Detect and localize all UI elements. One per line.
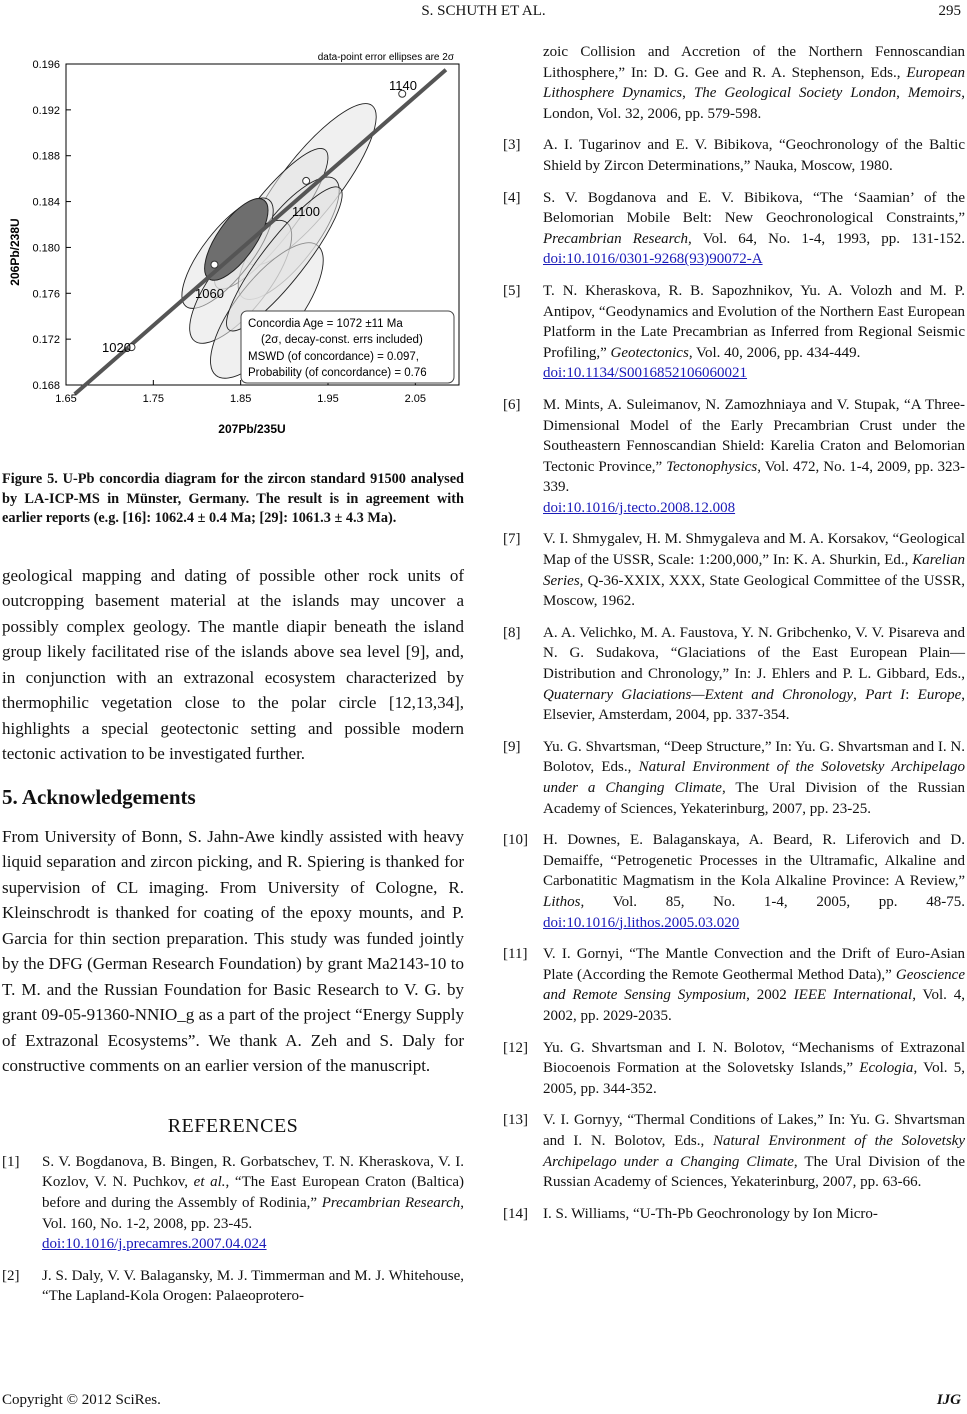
ref-text: V. I. Gornyi, “The Mantle Convection and the Drift of Euro-Asian Plate (According the Remote Geothermal Method Data),” xyxy=(543,946,965,983)
reference-13 xyxy=(503,1110,965,1192)
y-axis-label: 206Pb/238U xyxy=(8,218,22,286)
page-header xyxy=(0,0,967,22)
reference-number: [7] xyxy=(503,531,521,548)
ref-text: , Vol. 64, No. 1-4, 1993, pp. 131-152. xyxy=(688,230,965,247)
ref-text: Natural Environment of the Solovetsky Archipelago under a Changing Climate xyxy=(543,759,965,796)
ref-text: : xyxy=(905,686,918,703)
y-tick-label: 0.184 xyxy=(32,196,60,209)
ref-text: , xyxy=(896,85,908,102)
probability-text: Probability (of concordance) = 0.76 xyxy=(248,367,427,379)
ref-text: , Q-36-XXIX, XXX, State Geological Committee of the USSR, Moscow, 1962. xyxy=(543,572,965,610)
reference-12 xyxy=(503,1038,965,1100)
ref-text: I. S. Williams, “U-Th-Pb Geochronology by Ion Micro- xyxy=(543,1205,878,1222)
ref-text: Natural Environment of the Solovetsky Archipelago under a Changing Climate xyxy=(543,1132,965,1170)
ref-text: V. I. Shmygalev, H. M. Shmygaleva and M. A. Korsakov, “Geological Map of the USSR, Scale: 1:200,000,” In: K. A. Shurkin, Ed., xyxy=(543,531,965,569)
ref-text: Karelian Series xyxy=(543,552,965,589)
ref-text: S. V. Bogdanova and E. V. Bibikova, “The ‘Saamian’ of the Belomorian Mobile Belt: New Geochronological Constraints,” xyxy=(543,189,965,227)
page-footer xyxy=(0,1392,967,1412)
reference-5 xyxy=(503,281,965,384)
figure-5 xyxy=(2,40,464,450)
running-head-authors: S. SCHUTH ET AL. xyxy=(421,3,546,19)
ref-text: , Vol. 472, No. 1-4, 2009, pp. 323-339. xyxy=(543,458,965,496)
doi-link[interactable]: doi:10.1016/0301-9268(93)90072-A xyxy=(543,251,763,268)
y-axis xyxy=(32,59,71,392)
ref-text: , The Ural Division of the Russian Academy of Sciences, Yekaterinburg, 2007, pp. 63-66. xyxy=(543,1153,965,1191)
ref-text: Precambrian Research xyxy=(543,230,689,247)
ref-text: V. I. Gornyy, “Thermal Conditions of Lakes,” In: Yu. G. Shvartsman and I. N. Bolotov, Eds., xyxy=(543,1112,965,1149)
y-tick-label: 0.172 xyxy=(32,334,60,347)
ref-text: A. A. Velichko, M. A. Faustova, Y. N. Gribchenko, V. V. Pisareva and N. G. Sudakova, “Glaciations of the East European Plain—Distribution and Chronology,” In: J. Ehlers and P. L. Gibbard, Eds., xyxy=(543,624,965,683)
age-label-1100: 1100 xyxy=(292,204,320,219)
reference-3 xyxy=(503,135,965,176)
y-tick-label: 0.188 xyxy=(32,150,60,163)
age-label-1060: 1060 xyxy=(195,286,224,301)
discussion-paragraph: geological mapping and dating of possible other rock units of outcropping basement material at the islands may uncover a possibly complex geology. The mantle diapir beneath the island group likely facilitated rise of the islands above sea level [9], and, in conjunction with an extrazonal ecosystem characterized by thermophilic vegetation close to the polar circle [12,13,34], highlights a special geotectonic setting and possible modern tectonic activation to be investigated further. xyxy=(2,565,464,764)
page-number: 295 xyxy=(938,3,961,19)
ref-text: T. N. Kheraskova, R. B. Sapozhnikov, Yu. A. Volozh and M. P. Antipov, “Geodynamics and Evolution of the Northern East European Platform in the Late Precambrian as Inferred from Regional Seismic Profiling,” xyxy=(543,282,965,361)
reference-number: [8] xyxy=(503,624,521,641)
section-heading-acknowledgements: 5. Acknowledgements xyxy=(2,784,196,809)
reference-number: [12] xyxy=(503,1039,528,1056)
ref-text: European Lithosphere Dynamics xyxy=(543,64,965,102)
ref-text: The Geological Society London xyxy=(693,85,897,102)
ref-text: , Vol. 4, 2002, pp. 2029-2035. xyxy=(543,987,966,1024)
reference-4 xyxy=(503,188,965,270)
ref-text: H. Downes, E. Balaganskaya, A. Beard, R. Liferovich and D. Demaiffe, “Petrogenetic Processes in the Ultramafic, Alkaline and Carbonatitic Magmatism in the Kola Alkaline Province: A Review,” xyxy=(543,832,965,890)
y-tick-label: 0.196 xyxy=(32,59,60,71)
ref-text: , London, Vol. 32, 2006, pp. 579-598. xyxy=(543,85,965,122)
x-tick-label: 1.85 xyxy=(229,393,252,405)
reference-14 xyxy=(503,1204,965,1225)
ref-text: , Vol. 160, No. 1-2, 2008, pp. 23-45. xyxy=(42,1194,464,1232)
concordia-age-point xyxy=(303,177,310,184)
ref-text: S. V. Bogdanova, B. Bingen, R. Gorbatschev, T. N. Kheraskova, V. I. Kozlov, V. N. Puchkov, xyxy=(42,1153,464,1191)
ref-text: Lithos xyxy=(543,893,581,910)
reference-number: [5] xyxy=(503,282,521,299)
concordia-age-text: Concordia Age = 1072 ±11 Ma xyxy=(248,318,403,330)
x-tick-label: 1.65 xyxy=(55,393,77,405)
reference-number: [4] xyxy=(503,189,521,206)
reference-6 xyxy=(503,395,965,519)
y-tick-label: 0.168 xyxy=(32,380,60,392)
ref-text: Ecologia xyxy=(859,1060,914,1077)
age-label-1020: 1020 xyxy=(102,340,131,355)
ref-text: M. Mints, A. Suleimanov, N. Zamozhniaya and V. Stupak, “A Three-Dimensional Model of the Early Precambrian Crust under the Southeastern Fennoscandian Shield: Karelia Craton and Belomorian Tectonic Province,” xyxy=(543,396,965,475)
ref-text: , The Ural Division of the Russian Academy of Sciences, Yekaterinburg, 2007, pp. 23-25. xyxy=(543,780,966,817)
reference-1 xyxy=(2,1152,464,1255)
ref-text: Europe xyxy=(917,686,962,703)
age-label-1140: 1140 xyxy=(389,78,417,93)
ref-text: Part I xyxy=(865,686,906,703)
x-tick-label: 2.05 xyxy=(404,393,427,405)
reference-number: [9] xyxy=(503,738,521,755)
ref-text: , Vol. 40, 2006, pp. 434-449. xyxy=(688,344,861,361)
copyright-notice: Copyright © 2012 SciRes. xyxy=(2,1392,161,1408)
y-tick-label: 0.192 xyxy=(32,104,60,117)
ref-text: Precambrian Research xyxy=(321,1194,461,1211)
concordia-age-point xyxy=(211,261,218,268)
reference-number: [10] xyxy=(503,832,528,849)
reference-number: [1] xyxy=(2,1153,20,1170)
y-tick-label: 0.176 xyxy=(32,288,60,301)
reference-number: [13] xyxy=(503,1112,528,1129)
figure-caption: Figure 5. U-Pb concordia diagram for the zircon standard 91500 analysed by LA-ICP-MS in Münster, Germany. The result is in agreement with earlier reports (e.g. [16]: 1062.4 ± 0.4 Ma; [29]: 1061.3 ± 4.3 Ma). xyxy=(2,471,464,527)
ref-text: Geotectonics xyxy=(610,344,689,361)
ref-text: et al. xyxy=(193,1174,226,1191)
reference-8 xyxy=(503,623,965,726)
acknowledgements-paragraph: From University of Bonn, S. Jahn-Awe kindly assisted with heavy liquid separation and zircon picking, and R. Spiering is thanked for supervision of CL imaging. From University of Cologne, R. Kleinschrodt is thanked for coating of the epoxy mounts, and P. Garcia for thin section preparation. This study was funded jointly by the DFG (German Research Foundation) by grant Ma2143-10 to T. M. and the Russian Foundation for Basic Research to V. G. by grant 09-05-91360-NNIO_g as a part of the project “Energy Supply of Extrazonal Ecosystems”. We thank A. Zeh and S. Daly for constructive comments on an earlier version of the manuscript. xyxy=(2,826,464,1076)
journal-abbreviation: IJG xyxy=(936,1392,961,1408)
doi-link[interactable]: doi:10.1134/S0016852106060021 xyxy=(543,365,748,382)
ref-text: Yu. G. Shvartsman and I. N. Bolotov, “Mechanisms of Extrazonal Biocoenois Formation at the Solovetsky Islands,” xyxy=(543,1039,965,1077)
ref-text: , Vol. 85, No. 1-4, 2005, pp. 48-75. xyxy=(580,893,965,910)
ref-text: , Vol. 5, 2005, pp. 344-352. xyxy=(543,1060,966,1097)
y-tick-label: 0.180 xyxy=(32,242,60,255)
reference-7 xyxy=(503,529,965,611)
doi-link[interactable]: doi:10.1016/j.tecto.2008.12.008 xyxy=(543,499,736,516)
ref-text: A. I. Tugarinov and E. V. Bibikova, “Geochronology of the Baltic Shield by Zircon Determinations,” Nauka, Moscow, 1980. xyxy=(543,137,965,174)
x-tick-label: 1.75 xyxy=(142,393,165,405)
reference-2 xyxy=(2,1266,464,1307)
reference-number: [11] xyxy=(503,946,528,963)
ref-text: J. S. Daly, V. V. Balagansky, M. J. Timmerman and M. J. Whitehouse, “The Lapland-Kola Orogen: Palaeoprotero- xyxy=(42,1267,464,1305)
references-heading: REFERENCES xyxy=(167,1114,299,1137)
reference-11 xyxy=(503,944,965,1026)
ref-text: , xyxy=(853,686,866,703)
ref-text: Geoscience and Remote Sensing Symposium xyxy=(543,966,965,1004)
right-column xyxy=(503,42,965,1235)
decay-const-text: (2σ, decay-const. errs included) xyxy=(261,334,423,346)
left-column xyxy=(2,40,464,1318)
x-axis-label: 207Pb/235U xyxy=(218,422,286,436)
reference-number: [2] xyxy=(2,1267,20,1284)
ref-text: , xyxy=(682,85,694,102)
doi-link[interactable]: doi:10.1016/j.lithos.2005.03.020 xyxy=(543,914,740,931)
error-ellipse-note: data-point error ellipses are 2σ xyxy=(317,52,454,63)
ref-text: Quaternary Glaciations—Extent and Chronology xyxy=(543,686,854,703)
ref-text: , Elsevier, Amsterdam, 2004, pp. 337-354. xyxy=(543,686,966,724)
doi-link[interactable]: doi:10.1016/j.precamres.2007.04.024 xyxy=(42,1236,267,1253)
reference-2-continued xyxy=(543,42,965,124)
ref-text: , “The East European Craton (Baltica) before and during the Assembly of Rodinia,” xyxy=(42,1174,464,1211)
ref-text: zoic Collision and Accretion of the Northern Fennoscandian Lithosphere,” In: D. G. Gee and R. A. Stephenson, Eds., xyxy=(543,44,965,81)
concordia-diagram xyxy=(2,40,464,450)
reference-number: [3] xyxy=(503,137,521,154)
ref-text: Tectonophysics xyxy=(666,458,758,475)
reference-10 xyxy=(503,830,965,933)
ref-text: , 2002 xyxy=(746,987,794,1004)
reference-number: [6] xyxy=(503,396,521,413)
x-tick-label: 1.95 xyxy=(317,393,339,405)
reference-9 xyxy=(503,737,965,819)
mswd-text: MSWD (of concordance) = 0.097, xyxy=(248,351,419,363)
ref-text: Memoirs xyxy=(907,85,962,102)
ref-text: IEEE International xyxy=(793,987,913,1004)
reference-number: [14] xyxy=(503,1205,528,1222)
ref-text: Yu. G. Shvartsman, “Deep Structure,” In: Yu. G. Shvartsman and I. N. Bolotov, Eds., xyxy=(543,738,965,776)
